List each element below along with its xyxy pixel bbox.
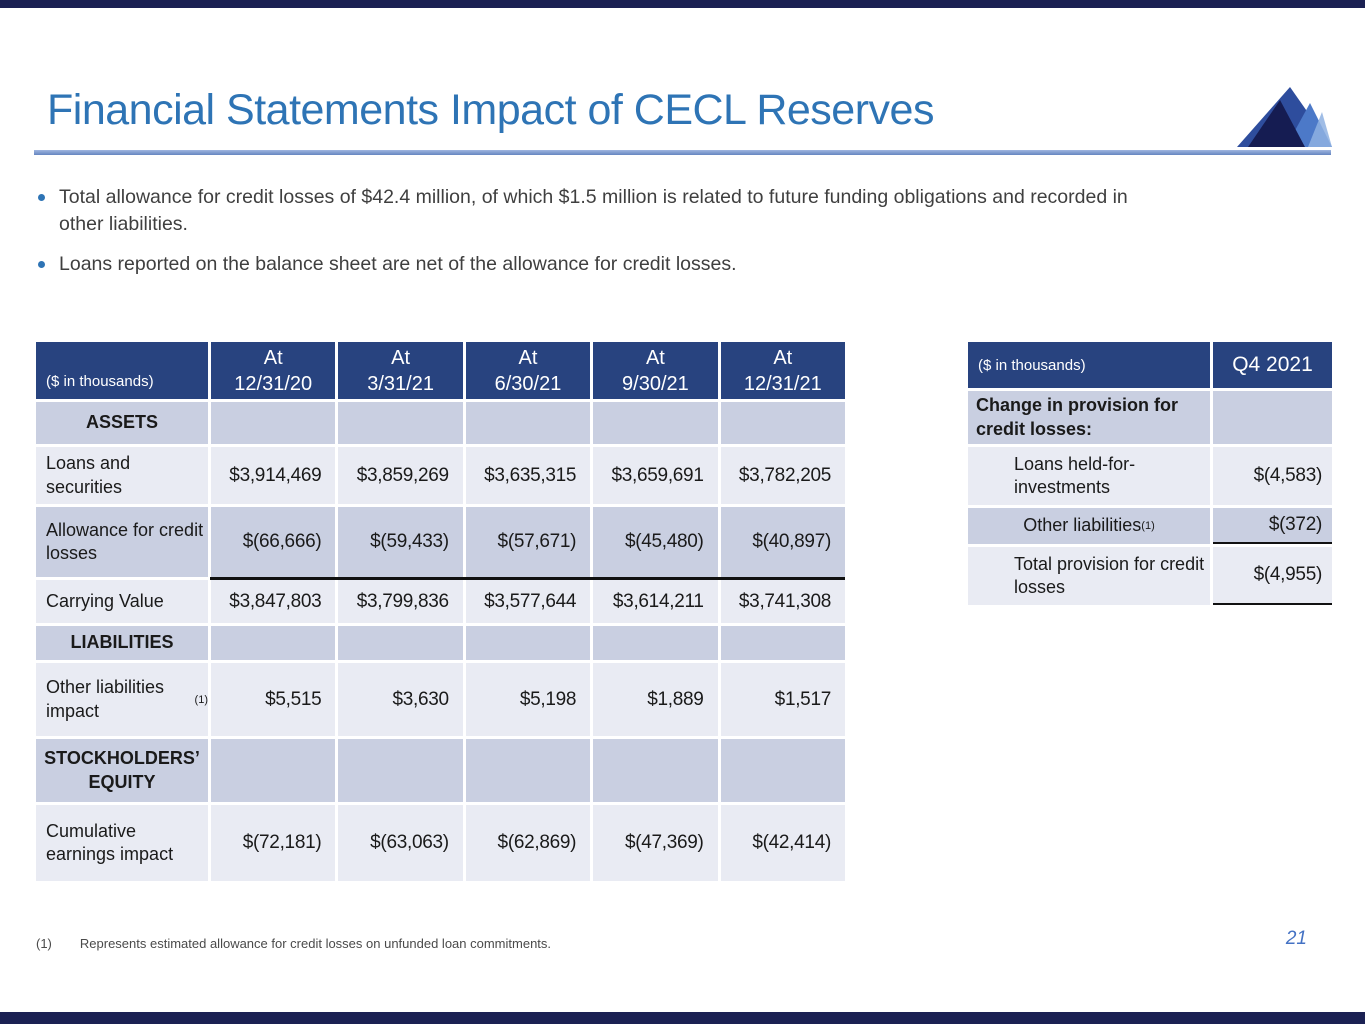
cell-value [466, 402, 590, 444]
cell-value [721, 402, 845, 444]
provision-unit-label: ($ in thousands) [968, 342, 1210, 388]
provision-row-label: Change in provision for credit losses: [968, 391, 1210, 444]
section-row-label: STOCKHOLDERS’ EQUITY [36, 739, 208, 802]
provision-cell-value: $(372) [1213, 508, 1332, 544]
cell-value: $3,659,691 [593, 447, 717, 504]
cell-value: $(59,433) [338, 507, 462, 577]
cell-value [593, 739, 717, 802]
cell-value: $(42,414) [721, 805, 845, 881]
cell-value [338, 402, 462, 444]
cell-value: $(72,181) [211, 805, 335, 881]
provision-cell-value: $(4,583) [1213, 447, 1332, 505]
bullet-dot-icon [38, 261, 45, 268]
cell-value: $3,799,836 [338, 580, 462, 623]
bullet-text: Total allowance for credit losses of $42.4 million, of which $1.5 million is related to future funding obligations and recorded in other liabilities. [59, 186, 1128, 235]
balance-sheet-impact-table [36, 342, 845, 881]
section-row-label: LIABILITIES [36, 626, 208, 660]
cell-value [338, 739, 462, 802]
row-label: Carrying Value [36, 580, 208, 623]
cell-value [466, 739, 590, 802]
provision-row-label: Total provision for credit losses [968, 547, 1210, 605]
cell-value [593, 402, 717, 444]
cell-value: $(57,671) [466, 507, 590, 577]
provision-row-label: Other liabilities (1) [968, 508, 1210, 544]
column-header: At 9/30/21 [593, 342, 717, 399]
cell-value [466, 626, 590, 660]
provision-period-header: Q4 2021 [1213, 342, 1332, 388]
cell-value: $5,515 [211, 663, 335, 736]
title-divider [34, 150, 1331, 155]
footnote-text: Represents estimated allowance for credit losses on unfunded loan commitments. [79, 936, 552, 951]
cell-value: $3,741,308 [721, 580, 845, 623]
column-header: At 12/31/21 [721, 342, 845, 399]
page-number: 21 [1285, 928, 1307, 949]
cell-value [338, 626, 462, 660]
section-row-label: ASSETS [36, 402, 208, 444]
cell-value: $(62,869) [466, 805, 590, 881]
cell-value: $3,614,211 [593, 580, 717, 623]
provision-cell-value [1213, 391, 1332, 444]
bullet-text: Loans reported on the balance sheet are net of the allowance for credit losses. [59, 252, 737, 275]
row-label: Other liabilities impact (1) [36, 663, 208, 736]
cell-value: $3,635,315 [466, 447, 590, 504]
bullet-item [38, 184, 1318, 238]
cell-value: $(40,897) [721, 507, 845, 577]
cell-value: $3,914,469 [211, 447, 335, 504]
provision-row-label: Loans held-for-investments [968, 447, 1210, 505]
cell-value: $3,630 [338, 663, 462, 736]
bullet-item [38, 251, 1318, 278]
row-label: Loans and securities [36, 447, 208, 504]
cell-value: $3,847,803 [211, 580, 335, 623]
column-header: At 6/30/21 [466, 342, 590, 399]
page-title: Financial Statements Impact of CECL Reserves [47, 86, 934, 134]
cell-value: $3,577,644 [466, 580, 590, 623]
cell-value: $3,782,205 [721, 447, 845, 504]
mountain-logo [1236, 86, 1332, 148]
provision-cell-value: $(4,955) [1213, 547, 1332, 605]
top-edge-bar [0, 0, 1365, 8]
cell-value [211, 739, 335, 802]
row-label: Allowance for credit losses [36, 507, 208, 577]
cell-value [721, 626, 845, 660]
bullet-list [38, 184, 1318, 291]
cell-value [721, 739, 845, 802]
cell-value: $1,889 [593, 663, 717, 736]
cell-value: $(66,666) [211, 507, 335, 577]
provision-table [968, 342, 1332, 605]
cell-value [211, 626, 335, 660]
cell-value: $1,517 [721, 663, 845, 736]
cell-value: $(45,480) [593, 507, 717, 577]
cell-value: $3,859,269 [338, 447, 462, 504]
column-header: At 12/31/20 [211, 342, 335, 399]
bullet-dot-icon [38, 194, 45, 201]
footnote-marker: (1) [36, 936, 52, 951]
cell-value [211, 402, 335, 444]
row-label: Cumulative earnings impact [36, 805, 208, 881]
cell-value: $(63,063) [338, 805, 462, 881]
bottom-edge-bar [0, 1012, 1365, 1024]
subtotal-rule [210, 577, 845, 580]
cell-value: $5,198 [466, 663, 590, 736]
table-unit-label: ($ in thousands) [36, 342, 208, 399]
column-header: At 3/31/21 [338, 342, 462, 399]
cell-value [593, 626, 717, 660]
footnote [36, 936, 551, 951]
cell-value: $(47,369) [593, 805, 717, 881]
